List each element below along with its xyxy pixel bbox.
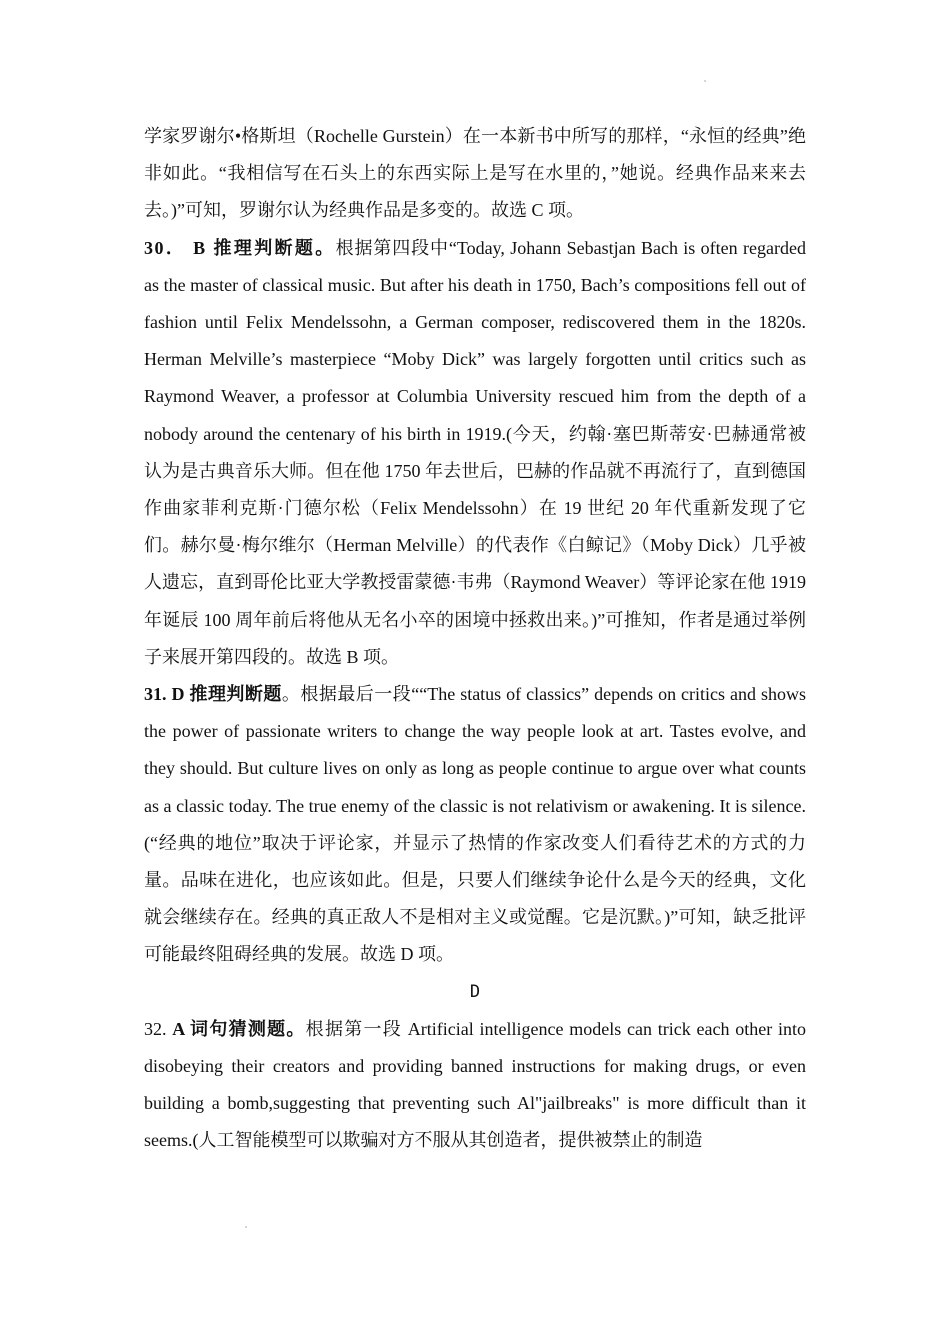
q32-number: 32. [144,1018,173,1039]
paragraph-q31 [144,676,806,974]
answer-explanations [144,118,806,1160]
scan-dot-bottom [245,1226,247,1228]
q29-text: 学家罗谢尔•格斯坦（Rochelle Gurstein）在一本新书中所写的那样，“永恒的经典”绝非如此。“我相信写在石头上的东西实际上是写在水里的，”她说。经典作品来来去去。)”可知，罗谢尔认为经典作品是多变的。故选 C 项。 [144,126,806,221]
q30-text: 根据第四段中“Today, Johann Sebastjan Bach is often regarded as the master of classical music. But after his death in 1750, Bach’s compositions fell out of fashion until Felix Mendelssohn, a German composer, rediscovered them in the 1820s. Herman Melville’s masterpiece “Moby Dick” was largely forgotten until critics such as Raymond Weaver, a professor at Columbia University rescued him from the depth of a nobody around the centenary of his birth in 1919.(今天，约翰·塞巴斯蒂安·巴赫通常被认为是古典音乐大师。但在他 1750 年去世后，巴赫的作品就不再流行了，直到德国作曲家菲利克斯·门德尔松（Felix Mendelssohn）在 19 世纪 20 年代重新发现了它们。赫尔曼·梅尔维尔（Herman Melville）的代表作《白鲸记》（Moby Dick）几乎被人遗忘，直到哥伦比亚大学教授雷蒙德·韦弗（Raymond Weaver）等评论家在他 1919 年诞辰 100 周年前后将他从无名小卒的困境中拯救出来。)”可推知，作者是通过举例子来展开第四段的。故选 B 项。 [144,237,806,667]
paragraph-q32 [144,1011,806,1160]
q31-text: 。根据最后一段““The status of classics” depends on critics and shows the power of passionate writers to change the way people look at art. Tastes evolve, and they should. But culture lives on only as long as people continue to argue over what counts as a classic today. The true enemy of the classic is not relativism or awakening. It is silence.(“经典的地位”取决于评论家，并显示了热情的作家改变人们看待艺术的方式的力量。品味在进化，也应该如此。但是，只要人们继续争论什么是今天的经典，文化就会继续存在。经典的真正敌人不是相对主义或觉醒。它是沉默。)”可知，缺乏批评可能最终阻碍经典的发展。故选 D 项。 [144,684,806,965]
q32-text: 根据第一段 Artificial intelligence models can trick each other into disobeying their creators and providing banned instructions for making drugs, or even building a bomb,suggesting that preventing such Al"jailbreaks" is more difficult than it seems.(人工智能模型可以欺骗对方不服从其创造者，提供被禁止的制造 [144,1018,807,1151]
scan-dot-top [704,80,706,82]
q31-label: 31. D 推理判断题 [144,684,282,705]
section-heading-d: D [469,981,481,1002]
q30-label: 30． B 推理判断题。 [144,237,336,258]
q32-label: A 词句猜测题。 [172,1018,306,1039]
paragraph-q29-continuation [144,118,806,230]
paragraph-q30 [144,230,806,676]
